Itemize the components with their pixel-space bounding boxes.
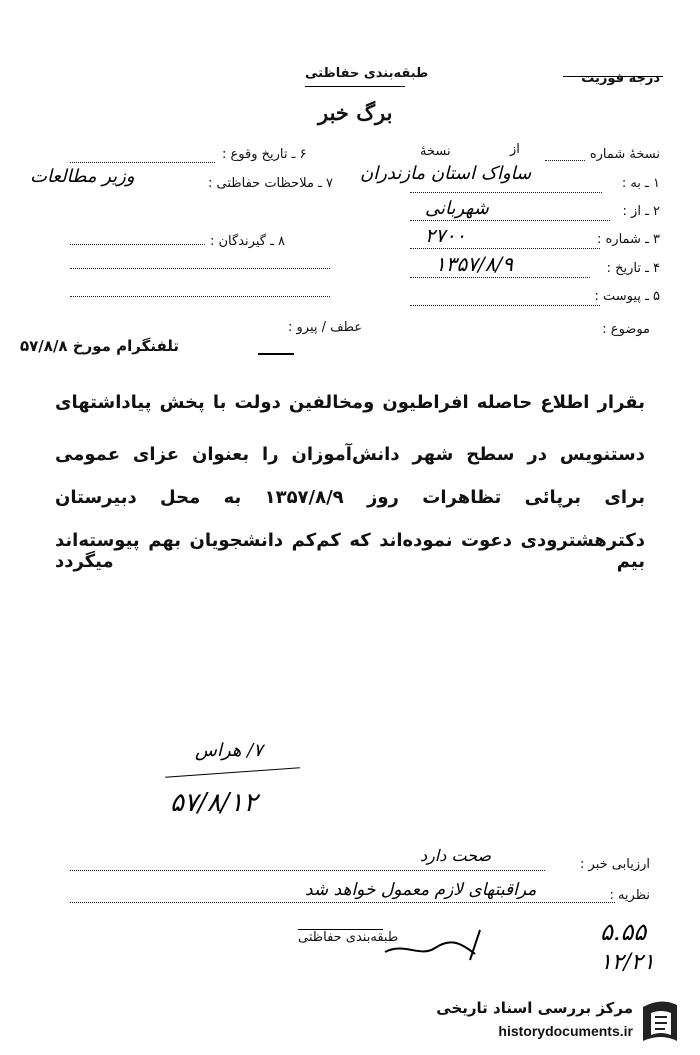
body-line-4: دکترهشترودی دعوت نموده‌اند که کم‌کم دانشجویان بهم پیوسته‌اند بیم میگردد bbox=[55, 530, 645, 572]
classification-label: طبقه‌بندی حفاظتی bbox=[305, 66, 429, 81]
reference-label: عطف / پیرو : bbox=[288, 320, 363, 335]
copy-label: نسخهٔ bbox=[420, 144, 451, 159]
security-notes-label: ۷ ـ ملاحظات حفاظتی : bbox=[208, 176, 333, 191]
watermark bbox=[395, 995, 685, 1055]
date-label: ۴ ـ تاریخ : bbox=[606, 261, 660, 276]
from-label: از bbox=[510, 142, 520, 157]
number-value: ۲۷۰۰ bbox=[425, 225, 466, 247]
archive-logo-icon bbox=[637, 997, 683, 1047]
reference-value: تلفنگرام مورخ ۵۷/۸/۸ bbox=[20, 337, 180, 355]
event-date-label: ۶ ـ تاریخ وقوع : bbox=[222, 147, 307, 162]
corner-note-2: ۱۲/۲۱ bbox=[600, 950, 655, 975]
note-2: ۵۷/۸/۱۲ bbox=[170, 788, 258, 818]
number-label: ۳ ـ شماره : bbox=[596, 232, 660, 247]
note-1: ۷/ هراس bbox=[195, 740, 263, 761]
evaluation-value: صحت دارد bbox=[420, 846, 492, 865]
from-value: شهربانی bbox=[425, 198, 489, 219]
from-field-label: ۲ ـ از : bbox=[622, 204, 660, 219]
subject-label: موضوع : bbox=[602, 322, 650, 337]
form-title: برگ خبر bbox=[318, 100, 393, 125]
security-notes-value: وزیر مطالعات bbox=[30, 166, 135, 187]
footer-classification: طبقه‌بندی حفاظتی bbox=[298, 930, 399, 945]
note-rule bbox=[165, 767, 300, 777]
urgency-label: درجه فوریت bbox=[581, 71, 660, 86]
urgency-rule bbox=[563, 76, 663, 77]
footer-rule bbox=[298, 929, 383, 930]
recipients-label: ۸ ـ گیرندگان : bbox=[210, 234, 285, 249]
watermark-url: historydocuments.ir bbox=[498, 1023, 633, 1039]
evaluation-label: ارزیابی خبر : bbox=[580, 857, 650, 872]
classification-rule bbox=[305, 86, 405, 87]
to-label: ۱ ـ به : bbox=[621, 176, 660, 191]
date-value: ۱۳۵۷/۸/۹ bbox=[435, 252, 513, 276]
opinion-label: نظریه : bbox=[609, 888, 650, 903]
opinion-value: مراقبتهای لازم معمول خواهد شد bbox=[305, 880, 537, 900]
body-line-1: بقرار اطلاع حاصله افراطیون ومخالفین دولت با پخش پیاداشتهای bbox=[55, 392, 645, 413]
strike-mark bbox=[258, 341, 294, 355]
body-line-3: برای برپائی تظاهرات روز ۱۳۵۷/۸/۹ به محل دبیرستان bbox=[55, 487, 645, 508]
copy-number-label: نسخهٔ شماره bbox=[589, 147, 660, 162]
watermark-org: مرکز بررسی اسناد تاریخی bbox=[436, 999, 633, 1017]
signature-scribble bbox=[380, 920, 500, 970]
to-value: ساواک استان مازندران bbox=[360, 163, 532, 184]
corner-note-1: ۵.۵۵ bbox=[600, 918, 647, 946]
attachment-label: ۵ ـ پیوست : bbox=[594, 289, 660, 304]
body-line-2: دستنویس در سطح شهر دانش‌آموزان را بعنوان عزای عمومی bbox=[55, 444, 645, 465]
